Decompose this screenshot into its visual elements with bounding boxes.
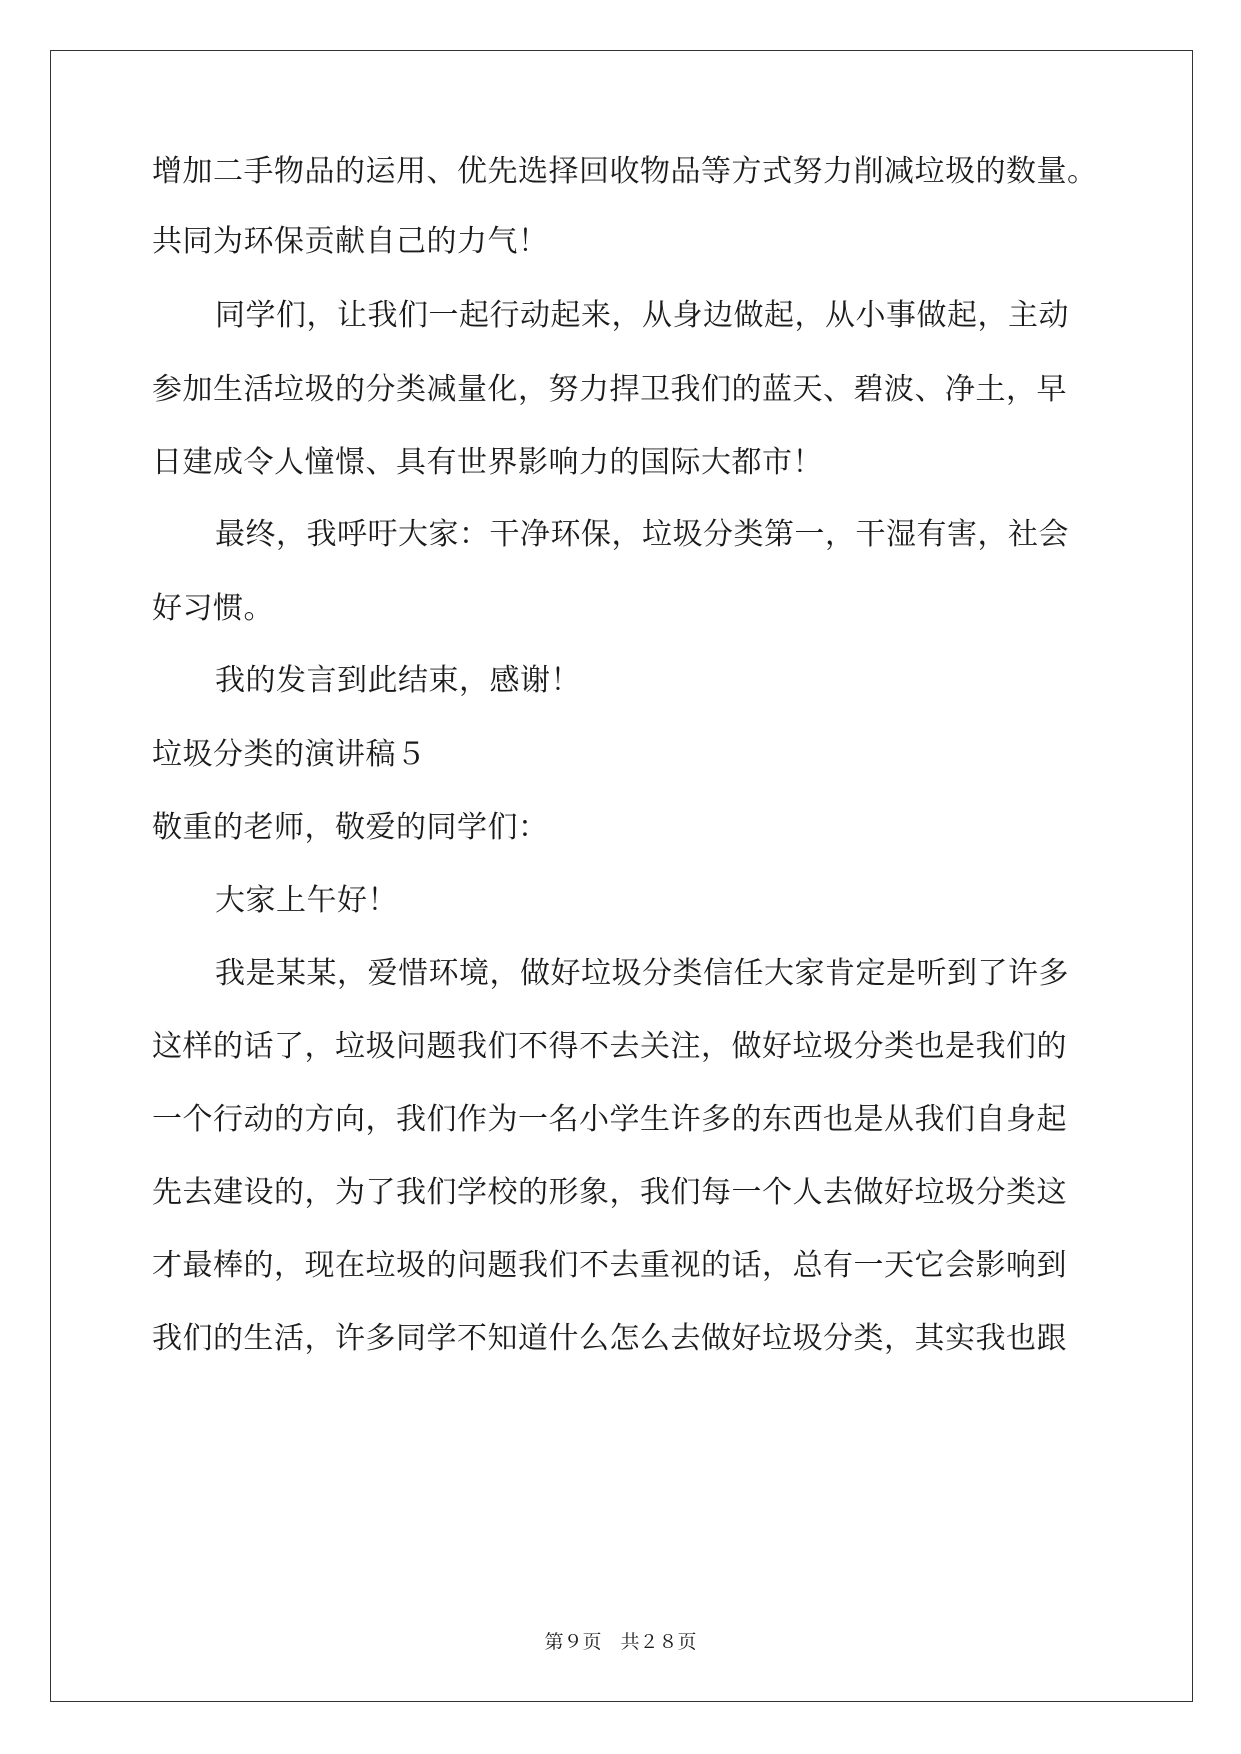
text-line: 日建成令人憧憬、具有世界影响力的国际大都市！ [152, 445, 823, 480]
paragraph-start-line: 同学们，让我们一起行动起来，从身边做起，从小事做起，主动 [215, 298, 1069, 333]
text-line: 共同为环保贡献自己的力气！ [152, 224, 549, 259]
section-heading: 垃圾分类的演讲稿５ [152, 737, 427, 772]
paragraph-start-line: 我是某某，爱惜环境，做好垃圾分类信任大家肯定是听到了许多 [215, 956, 1069, 991]
text-line: 才最棒的，现在垃圾的问题我们不去重视的话，总有一天它会影响到 [152, 1248, 1067, 1283]
text-line: 一个行动的方向，我们作为一名小学生许多的东西也是从我们自身起 [152, 1102, 1067, 1137]
text-line: 我们的生活，许多同学不知道什么怎么去做好垃圾分类，其实我也跟 [152, 1321, 1067, 1356]
paragraph-start-line: 我的发言到此结束，感谢！ [215, 663, 581, 698]
text-line: 这样的话了，垃圾问题我们不得不去关注，做好垃圾分类也是我们的 [152, 1029, 1067, 1064]
page-number-footer: 第９页 共２８页 [544, 1631, 697, 1653]
text-line: 先去建设的，为了我们学校的形象，我们每一个人去做好垃圾分类这 [152, 1175, 1067, 1210]
text-line: 参加生活垃圾的分类减量化，努力捍卫我们的蓝天、碧波、净土，早 [152, 372, 1067, 407]
greeting: 大家上午好！ [215, 883, 398, 918]
text-line: 好习惯。 [152, 591, 274, 626]
salutation: 敬重的老师，敬爱的同学们： [152, 810, 549, 845]
paragraph-start-line: 最终，我呼吁大家：干净环保，垃圾分类第一，干湿有害，社会 [215, 517, 1069, 552]
text-line: 增加二手物品的运用、优先选择回收物品等方式努力削减垃圾的数量。 [152, 154, 1098, 189]
